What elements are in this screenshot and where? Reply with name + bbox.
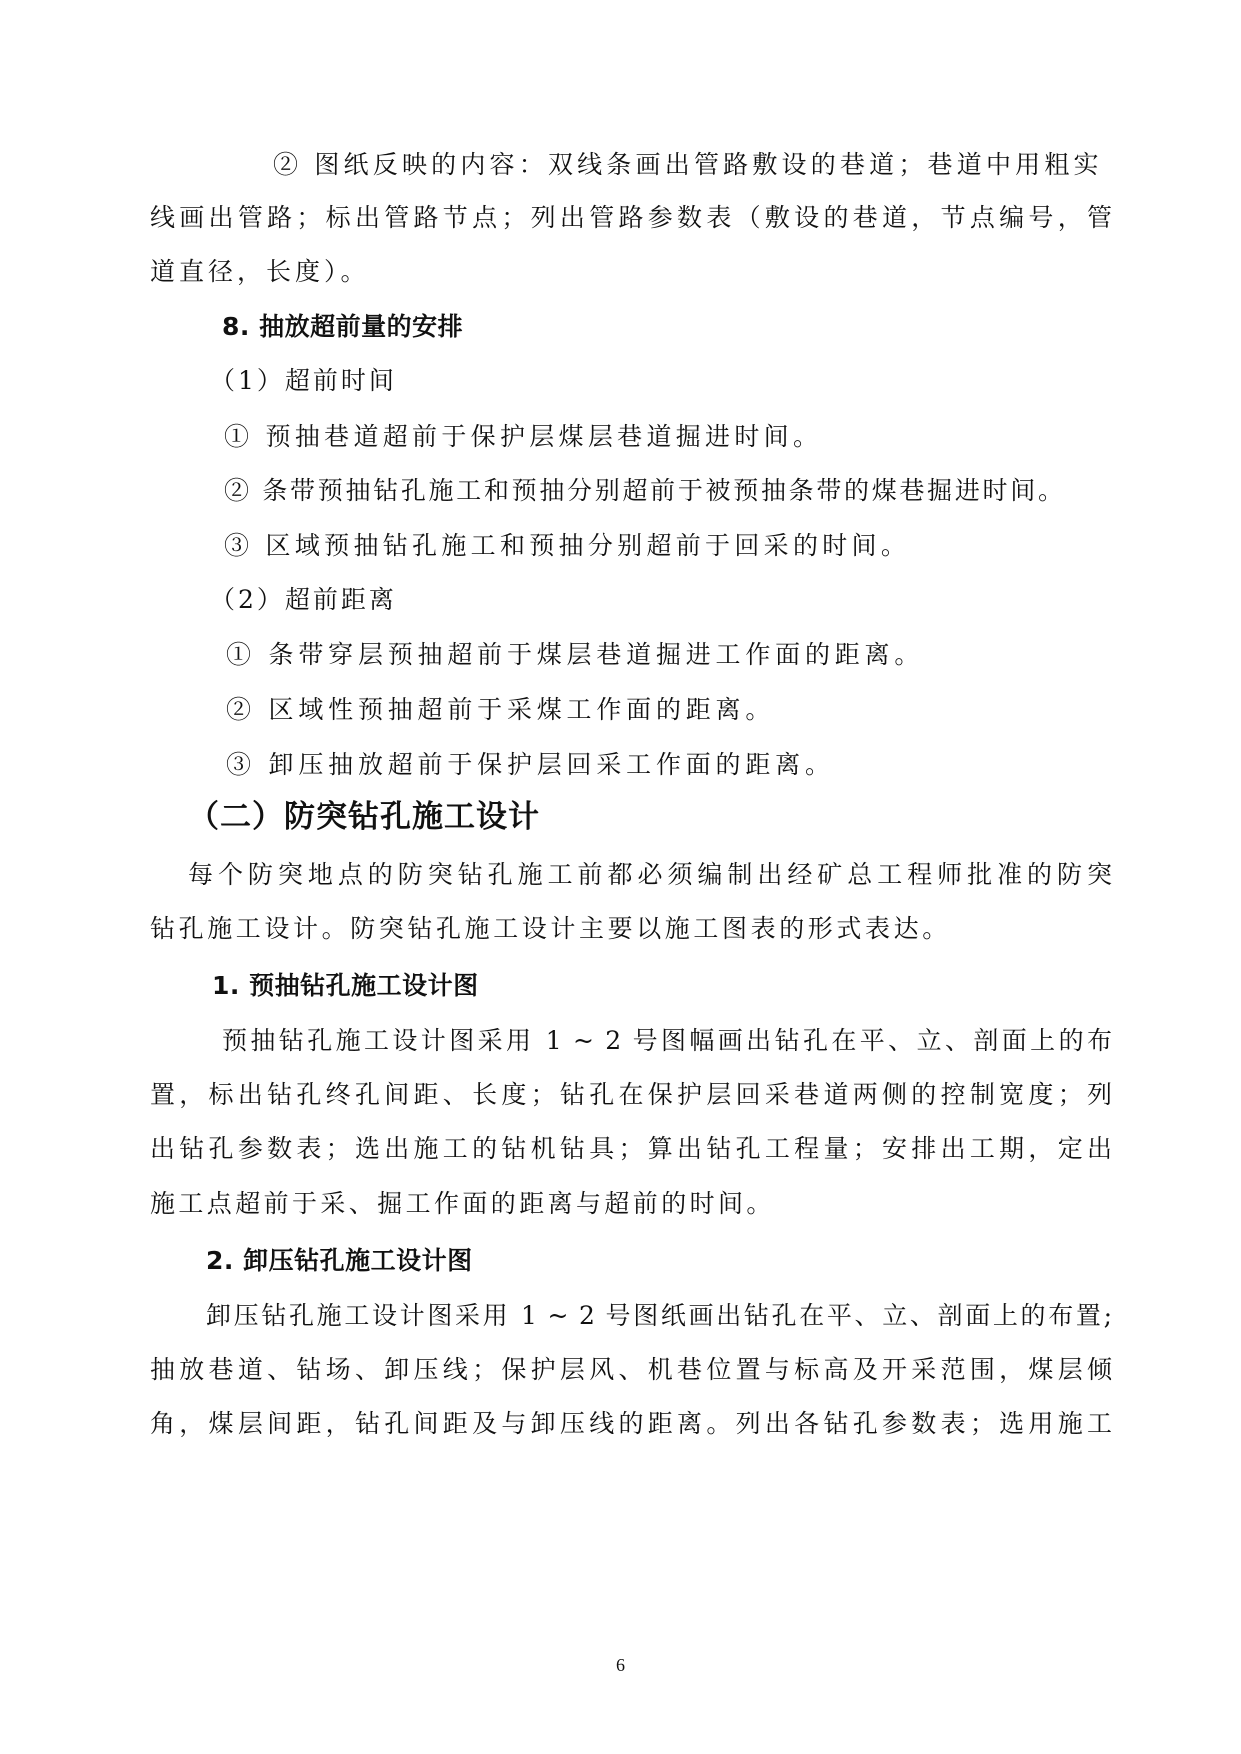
paragraph-line: 施工点超前于采、掘工作面的距离与超前的时间。 (150, 1189, 775, 1218)
paragraph-line: 线画出管路；标出管路节点；列出管路参数表（敷设的巷道，节点编号，管 (150, 203, 1112, 232)
list-item: ② 区域性预抽超前于采煤工作面的距离。 (226, 695, 776, 724)
paragraph-line: 卸压钻孔施工设计图采用 1 ~ 2 号图纸画出钻孔在平、立、剖面上的布置; (206, 1301, 1112, 1330)
section-heading: 2. 卸压钻孔施工设计图 (206, 1246, 473, 1275)
subsection-label: （1）超前时间 (210, 366, 397, 395)
paragraph-line: 出钻孔参数表；选出施工的钻机钻具；算出钻孔工程量；安排出工期，定出 (150, 1134, 1112, 1163)
section-heading: 8. 抽放超前量的安排 (222, 312, 464, 341)
list-item: ③ 卸压抽放超前于保护层回采工作面的距离。 (226, 750, 835, 779)
paragraph-line: 置，标出钻孔终孔间距、长度；钻孔在保护层回采巷道两侧的控制宽度；列 (150, 1080, 1112, 1109)
paragraph-line: 道直径，长度）。 (150, 257, 370, 286)
section-title: （二）防突钻孔施工设计 (188, 799, 540, 835)
paragraph-line: 预抽钻孔施工设计图采用 1 ~ 2 号图幅画出钻孔在平、立、剖面上的布 (222, 1026, 1112, 1055)
paragraph-line: 抽放巷道、钻场、卸压线；保护层风、机巷位置与标高及开采范围，煤层倾 (150, 1355, 1112, 1384)
paragraph-line: ② 图纸反映的内容：双线条画出管路敷设的巷道；巷道中用粗实 (273, 150, 1103, 179)
subsection-label: （2）超前距离 (210, 585, 397, 614)
page-number: 6 (616, 1655, 625, 1675)
list-item: ① 预抽巷道超前于保护层煤层巷道掘进时间。 (224, 422, 823, 451)
paragraph-line: 每个防突地点的防突钻孔施工前都必须编制出经矿总工程师批准的防突 (188, 860, 1112, 889)
paragraph-line: 角，煤层间距，钻孔间距及与卸压线的距离。列出各钻孔参数表；选用施工 (150, 1409, 1112, 1438)
list-item: ② 条带预抽钻孔施工和预抽分别超前于被预抽条带的煤巷掘进时间。 (224, 476, 1066, 505)
paragraph-line: 钻孔施工设计。防突钻孔施工设计主要以施工图表的形式表达。 (150, 914, 951, 943)
list-item: ③ 区域预抽钻孔施工和预抽分别超前于回采的时间。 (224, 531, 911, 560)
section-heading: 1. 预抽钻孔施工设计图 (212, 971, 479, 1000)
list-item: ① 条带穿层预抽超前于煤层巷道掘进工作面的距离。 (226, 640, 925, 669)
